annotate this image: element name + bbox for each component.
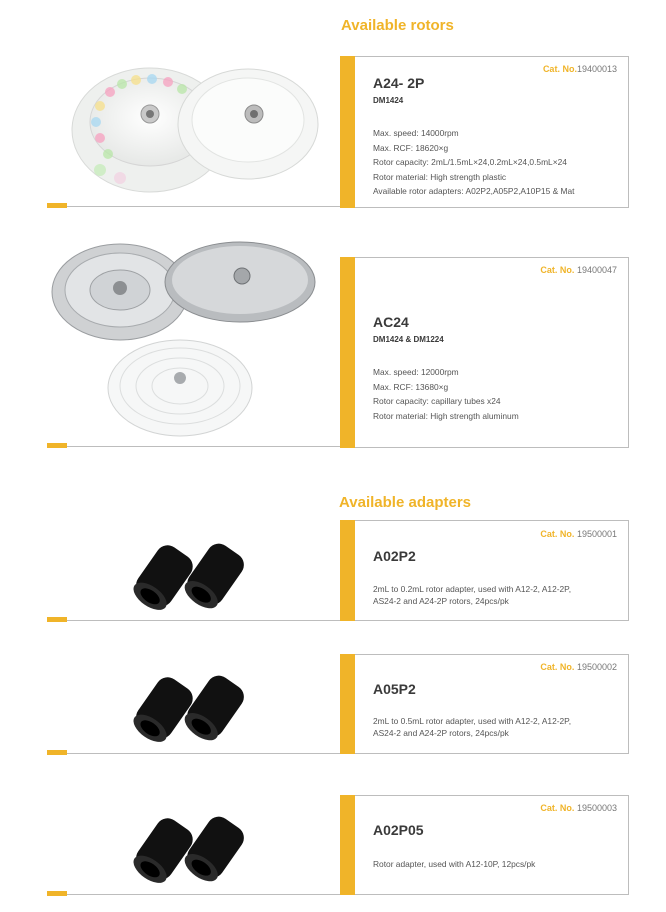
spec-item: Available rotor adapters: A02P2,A05P2,A10P15 & Mat xyxy=(373,186,575,197)
spec-list xyxy=(373,126,574,199)
product-card-ac24 xyxy=(340,257,629,448)
adapter-a05p2-image xyxy=(130,667,260,747)
cat-no: Cat. No. 19500002 xyxy=(540,662,617,672)
divider-line xyxy=(47,620,341,621)
divider-line xyxy=(47,446,341,447)
accent-bar xyxy=(340,257,355,448)
spec-list xyxy=(373,365,519,423)
product-card-a02p2 xyxy=(340,520,629,621)
accent-tab xyxy=(47,203,67,208)
cat-no: Cat. No. 19500003 xyxy=(540,803,617,813)
product-description: Rotor adapter, used with A12-10P, 12pcs/pk xyxy=(373,859,536,869)
product-name: A02P05 xyxy=(373,822,424,838)
product-model: DM1424 xyxy=(373,96,404,105)
spec-item: Rotor capacity: capillary tubes x24 xyxy=(373,396,501,407)
rotor-a24-2p-image xyxy=(70,62,320,200)
product-description: 2mL to 0.2mL rotor adapter, used with A12-2, A12-2P, AS24-2 and A24-2P rotors, 24pcs/pk xyxy=(373,584,572,606)
product-name: A05P2 xyxy=(373,681,416,697)
product-name: AC24 xyxy=(373,314,409,330)
product-card-a05p2 xyxy=(340,654,629,754)
rotor-ac24-image xyxy=(50,240,320,438)
cat-no: Cat. No. 19400047 xyxy=(540,265,617,275)
accent-bar xyxy=(340,654,355,754)
product-description: 2mL to 0.5mL rotor adapter, used with A12-2, A12-2P, AS24-2 and A24-2P rotors, 24pcs/pk xyxy=(373,716,572,738)
section-title-rotors: Available rotors xyxy=(341,17,454,34)
accent-tab xyxy=(47,443,67,448)
accent-tab xyxy=(47,891,67,896)
product-card-a02p05 xyxy=(340,795,629,895)
accent-bar xyxy=(340,795,355,895)
accent-tab xyxy=(47,750,67,755)
section-title-adapters: Available adapters xyxy=(339,494,472,511)
spec-item: Rotor capacity: 2mL/1.5mL×24,0.2mL×24,0.5mL×24 xyxy=(373,157,567,168)
accent-bar xyxy=(340,56,355,208)
adapter-a02p05-image xyxy=(130,808,260,888)
spec-item: Rotor material: High strength aluminum xyxy=(373,410,519,421)
accent-tab xyxy=(47,617,67,622)
cat-no: Cat. No. 19500001 xyxy=(540,529,617,539)
spec-item: Max. speed: 14000rpm xyxy=(373,128,459,138)
spec-item: Max. speed: 12000rpm xyxy=(373,367,459,377)
product-name: A02P2 xyxy=(373,548,416,564)
accent-bar xyxy=(340,520,355,621)
cat-no: Cat. No.19400013 xyxy=(542,64,617,74)
product-model: DM1424 & DM1224 xyxy=(373,335,444,344)
divider-line xyxy=(47,753,341,754)
product-card-a24-2p xyxy=(340,56,629,208)
spec-item: Rotor material: High strength plastic xyxy=(373,171,507,182)
divider-line xyxy=(47,894,341,895)
divider-line xyxy=(47,206,341,207)
adapter-a02p2-image xyxy=(130,535,260,615)
product-name: A24- 2P xyxy=(373,75,425,91)
spec-item: Max. RCF: 18620×g xyxy=(373,142,449,153)
spec-item: Max. RCF: 13680×g xyxy=(373,381,449,392)
